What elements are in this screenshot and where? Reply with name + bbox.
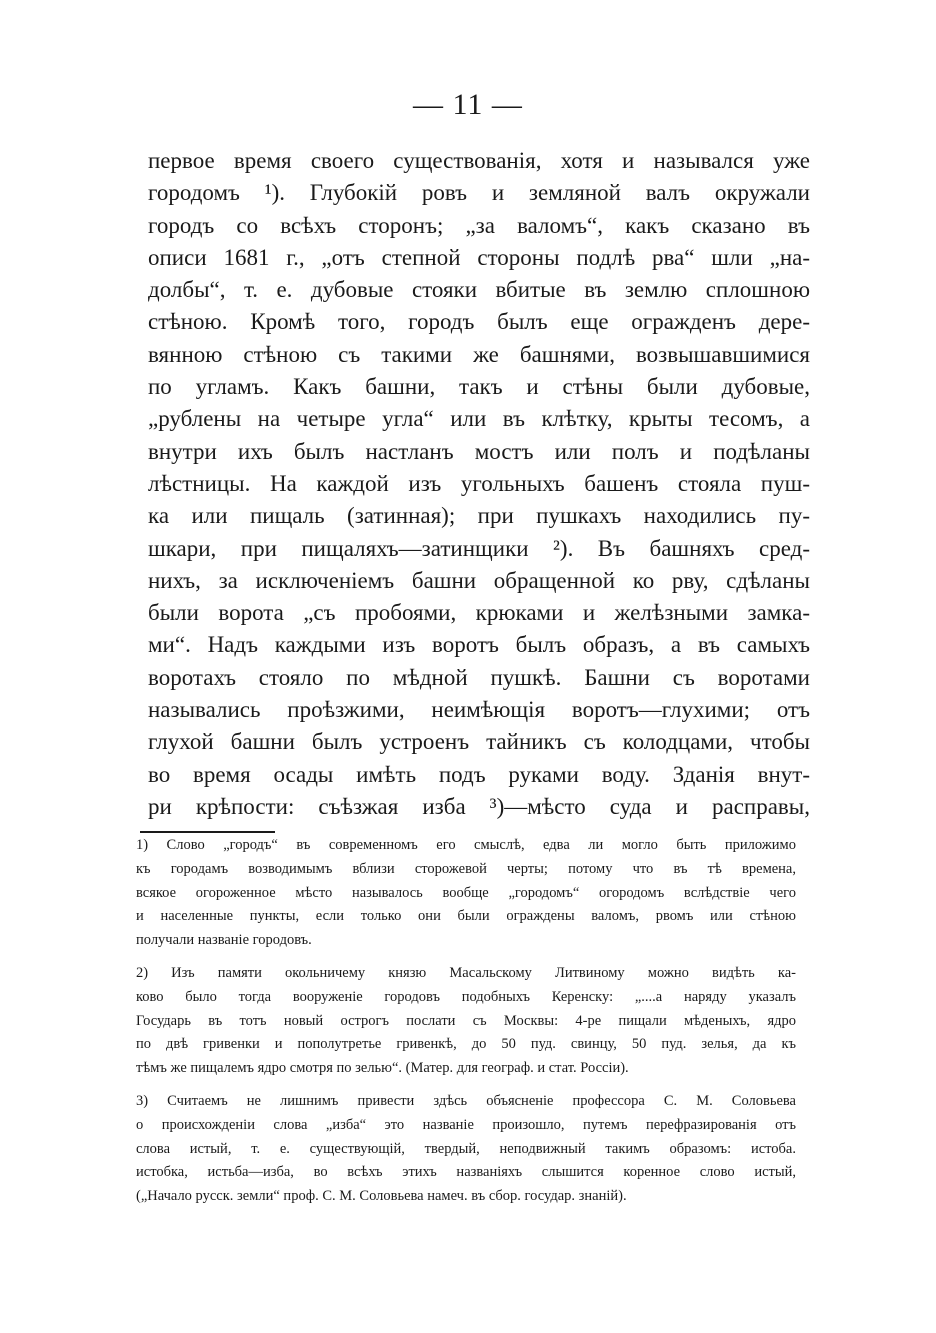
footnote-line: Государь въ тотъ новый острогъ послати съ Москвы: 4-ре пищали мѣденыхъ, ядро [136,1012,796,1029]
text-line: по угламъ. Какъ башни, такъ и стѣны были дубовые, [148,374,810,400]
text-line: долбы“, т. е. дубовые стояки вбитые въ землю сплошною [148,277,810,303]
footnote-line: и населенные пункты, если только они были ограждены валомъ, рвомъ или стѣною [136,908,796,925]
text-line: ри крѣпости: съѣзжая изба ³)—мѣсто суда и расправы, [148,793,810,819]
page-number: — 11 — [413,88,523,121]
footnote-line: о происхожденіи слова „изба“ это названіе произошло, путемъ перефразированія отъ [136,1116,796,1133]
footnote-rule [140,831,275,833]
text-line: вянною стѣною съ такими же башнями, возвышавшимися [148,341,810,367]
footnote-line: по двѣ гривенки и пополутретье гривенкѣ, до 50 пуд. свинцу, 50 пуд. зелья, да къ [136,1036,796,1053]
footnote-line: 3) Считаемъ не лишнимъ привести здѣсь объясненіе профессора С. М. Соловьева [136,1092,796,1109]
text-line: описи 1681 г., „отъ степной стороны подлѣ рва“ шли „на- [148,244,810,270]
footnote-line: получали названіе городовъ. [136,932,312,949]
footnote-line: тѣмъ же пищалемъ ядро смотря по зелью“. (Матер. для географ. и стат. Россіи). [136,1060,629,1077]
footnote-line: ково было тогда вооруженіе городовъ подобныхъ Керенску: „....а наряду указалъ [136,988,796,1005]
text-line: лѣстницы. На каждой изъ угольныхъ башенъ стояла пуш- [148,470,810,496]
text-line: были ворота „съ пробоями, крюками и желѣзными замка- [148,600,810,626]
text-line: первое время своего существованія, хотя и назывался уже [148,148,810,173]
footnote-line: всякое огороженное мѣсто называлось вообще „городомъ“ огородомъ вслѣдствіе чего [136,884,796,901]
text-line: назывались проѣзжими, неимѣющія воротъ—глухими; отъ [148,697,810,723]
footnotes [136,834,796,1209]
text-line: воротахъ стояло по мѣдной пушкѣ. Башни съ воротами [148,664,810,690]
text-line: глухой башни былъ устроенъ тайникъ съ колодцами, чтобы [148,729,810,755]
footnote-line: 1) Слово „городъ“ въ современномъ его смыслѣ, едва ли могло быть приложимо [136,837,796,853]
footnote-1 [136,834,796,953]
text-line: во время осады имѣть подъ руками воду. Зданія внут- [148,761,810,787]
footnote-line: („Начало русск. земли“ проф. С. М. Соловьева намеч. въ сбор. государ. знаній). [136,1188,627,1205]
text-line: внутри ихъ былъ настланъ мостъ или полъ и подѣланы [148,438,810,464]
text-line: ка или пищаль (затинная); при пушкахъ находились пу- [148,503,810,529]
footnote-line: къ городамъ возводимымъ вблизи сторожевой черты; потому что въ тѣ времена, [136,860,796,877]
text-line: городомъ ¹). Глубокій ровъ и земляной валъ окружали [148,180,810,206]
text-line: „рублены на четыре угла“ или въ клѣтку, крыты тесомъ, а [148,406,810,432]
footnote-line: истобка, истьба—изба, во всѣхъ этихъ названіяхъ слышится коренное слово истый, [136,1164,796,1181]
footnote-2 [136,962,796,1081]
main-text [148,145,810,823]
text-line: шкари, при пищаляхъ—затинщики ²). Въ башняхъ сред- [148,535,810,561]
text-line: городъ со всѣхъ сторонъ; „за валомъ“, какъ сказано въ [148,212,810,238]
text-line: стѣною. Кромѣ того, городъ былъ еще огражденъ дере- [148,309,810,335]
footnote-3 [136,1090,796,1209]
footnote-line: 2) Изъ памяти окольничему князю Масальскому Литвиному можно видѣть ка- [136,964,796,981]
text-line: нихъ, за исключеніемъ башни обращенной ко рву, сдѣланы [148,567,810,593]
text-line: ми“. Надъ каждыми изъ воротъ былъ образъ, а въ самыхъ [148,632,810,658]
footnote-line: слова истый, т. е. существующій, твердый, неподвижный такимъ образомъ: истоба. [136,1140,796,1157]
